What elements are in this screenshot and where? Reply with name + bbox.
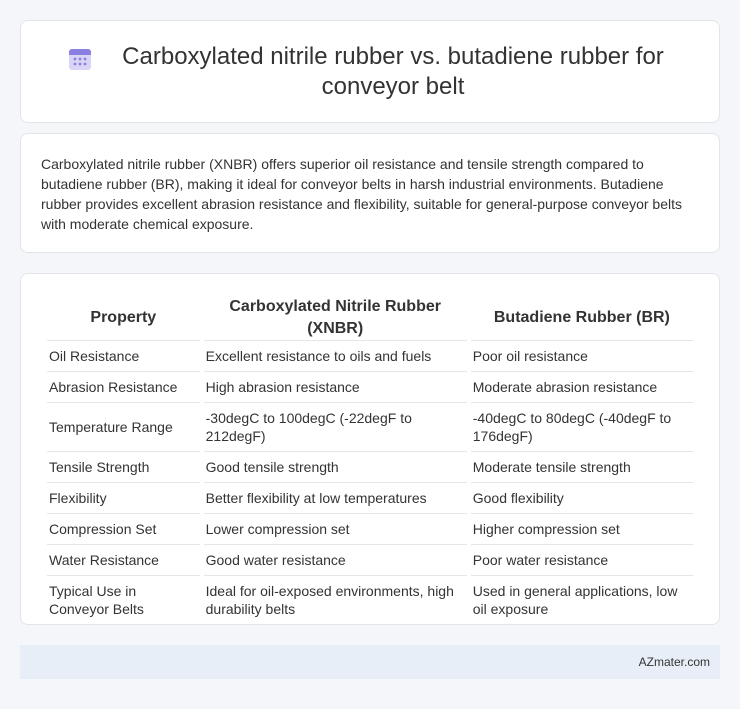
table-row <box>47 452 693 483</box>
title-wrap <box>67 42 673 102</box>
table-cell: Good tensile strength <box>204 452 467 483</box>
footer <box>20 645 720 679</box>
table-cell: Water Resistance <box>47 545 200 576</box>
table-cell: Flexibility <box>47 483 200 514</box>
footer-brand-link[interactable]: AZmater.com <box>638 655 710 669</box>
header-property: Property <box>47 294 200 341</box>
calendar-icon <box>67 46 93 72</box>
table-cell: Poor oil resistance <box>471 341 693 372</box>
table-cell: Oil Resistance <box>47 341 200 372</box>
table-row <box>47 403 693 452</box>
table-row <box>47 545 693 576</box>
table-cell: -30degC to 100degC (-22degF to 212degF) <box>204 403 467 452</box>
table-cell: Higher compression set <box>471 514 693 545</box>
title-card <box>20 20 720 123</box>
table-row <box>47 341 693 372</box>
header-br: Butadiene Rubber (BR) <box>471 294 693 341</box>
table-row <box>47 483 693 514</box>
table-cell: Moderate abrasion resistance <box>471 372 693 403</box>
table-cell: High abrasion resistance <box>204 372 467 403</box>
table-cell: Tensile Strength <box>47 452 200 483</box>
summary-card <box>20 133 720 253</box>
comparison-table <box>43 294 697 625</box>
table-header-row <box>47 294 693 341</box>
table-cell: -40degC to 80degC (-40degF to 176degF) <box>471 403 693 452</box>
table-cell: Used in general applications, low oil exposure <box>471 576 693 625</box>
table-cell: Moderate tensile strength <box>471 452 693 483</box>
table-cell: Excellent resistance to oils and fuels <box>204 341 467 372</box>
table-cell: Abrasion Resistance <box>47 372 200 403</box>
table-cell: Temperature Range <box>47 403 200 452</box>
table-cell: Good water resistance <box>204 545 467 576</box>
table-cell: Compression Set <box>47 514 200 545</box>
table-cell: Typical Use in Conveyor Belts <box>47 576 200 625</box>
table-cell: Lower compression set <box>204 514 467 545</box>
page-title: Carboxylated nitrile rubber vs. butadiene rubber for conveyor belt <box>122 42 664 100</box>
table-cell: Better flexibility at low temperatures <box>204 483 467 514</box>
table-cell: Poor water resistance <box>471 545 693 576</box>
header-xnbr: Carboxylated Nitrile Rubber (XNBR) <box>204 294 467 341</box>
table-row <box>47 372 693 403</box>
table-cell: Ideal for oil-exposed environments, high durability belts <box>204 576 467 625</box>
table-row <box>47 576 693 625</box>
table-cell: Good flexibility <box>471 483 693 514</box>
comparison-table-card <box>20 273 720 625</box>
summary-text: Carboxylated nitrile rubber (XNBR) offers superior oil resistance and tensile strength compared to butadiene rubber (BR), making it ideal for conveyor belts in harsh industrial environments. Butadiene rubber provides excellent abrasion resistance and flexibility, suitable for general-purpose conveyor belts with moderate chemical exposure. <box>41 156 682 232</box>
table-row <box>47 514 693 545</box>
